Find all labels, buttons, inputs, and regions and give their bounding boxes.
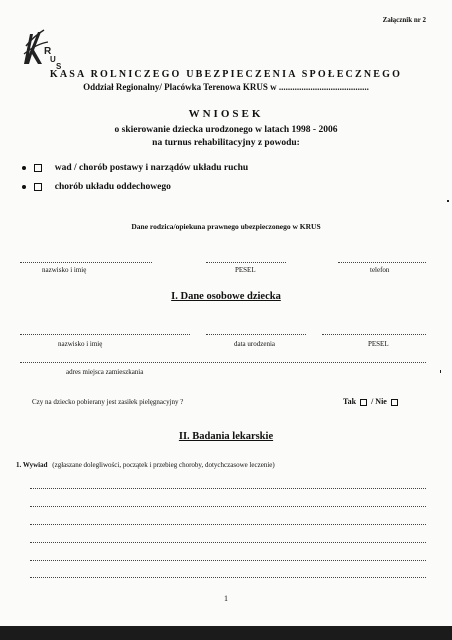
item-1-number: 1. Wywiad [16, 461, 48, 469]
option-checkbox-2[interactable] [34, 183, 42, 191]
item-1-description: (zgłaszane dolegliwości, początek i przebieg choroby, dotychczasowe leczenie) [52, 461, 275, 469]
institution-name: KASA ROLNICZEGO UBEZPIECZENIA SPOŁECZNEGO [49, 69, 403, 80]
parent-pesel-field[interactable] [206, 262, 286, 263]
option-label-1: wad / chorób postawy i narządów układu ruchu [54, 163, 249, 173]
svg-text:R: R [44, 46, 52, 57]
document-title: WNIOSEK [188, 108, 264, 120]
yes-checkbox[interactable] [360, 399, 367, 406]
section-2-heading [0, 431, 452, 442]
option-checkbox-1[interactable] [34, 164, 42, 172]
yes-label: Tak [343, 397, 357, 406]
parent-phone-label: telefon [370, 266, 390, 274]
svg-text:U: U [50, 55, 56, 64]
allowance-question: Czy na dziecko pobierany jest zasiłek pielęgnacyjny ? [32, 398, 184, 406]
scan-bottom-edge [0, 626, 452, 640]
history-line-2[interactable] [30, 506, 426, 507]
title-line-1: o skierowanie dziecka urodzonego w latach 1998 - 2006 [114, 125, 338, 135]
child-pesel-label: PESEL [368, 340, 389, 348]
child-address-field[interactable] [20, 362, 426, 363]
scan-speck [447, 200, 449, 202]
parent-section-heading: Dane rodzica/opiekuna prawnego ubezpieczonego w KRUS [131, 222, 321, 231]
no-checkbox[interactable] [391, 399, 398, 406]
section-1-heading-text: I. Dane osobowe dziecka [171, 291, 281, 302]
child-dob-label: data urodzenia [234, 340, 276, 348]
branch-line: Oddział Regionalny/ Placówka Terenowa KRUS w ........................................ [83, 82, 369, 92]
scan-speck [440, 370, 441, 373]
no-label: Nie [375, 397, 387, 406]
bullet-icon [22, 185, 26, 189]
parent-pesel-label: PESEL [235, 266, 256, 274]
history-line-3[interactable] [30, 524, 426, 525]
page-number: 1 [224, 594, 228, 603]
section-1-heading [0, 291, 452, 302]
child-address-label: adres miejsca zamieszkania [66, 368, 144, 376]
history-line-5[interactable] [30, 560, 426, 561]
child-name-field[interactable] [20, 334, 190, 335]
svg-text:S: S [56, 62, 62, 70]
parent-name-label: nazwisko i imię [42, 266, 87, 274]
title-line-2: na turnus rehabilitacyjny z powodu: [152, 138, 300, 148]
child-dob-field[interactable] [206, 334, 306, 335]
bullet-icon [22, 166, 26, 170]
allowance-answer: Tak / Nie [343, 397, 400, 406]
option-label-2: chorób układu oddechowego [54, 182, 171, 192]
child-pesel-field[interactable] [322, 334, 426, 335]
section-2-heading-text: II. Badania lekarskie [178, 431, 274, 442]
option-row-1 [22, 163, 248, 173]
child-name-label: nazwisko i imię [58, 340, 103, 348]
option-row-2 [22, 182, 171, 192]
history-line-1[interactable] [30, 488, 426, 489]
history-line-6[interactable] [30, 577, 426, 578]
krus-logo-graphic [20, 24, 66, 70]
item-1-line [16, 461, 275, 469]
parent-name-field[interactable] [20, 262, 152, 263]
parent-phone-field[interactable] [338, 262, 426, 263]
krus-logo [20, 24, 66, 70]
history-line-4[interactable] [30, 542, 426, 543]
annex-label: Załącznik nr 2 [382, 16, 426, 24]
